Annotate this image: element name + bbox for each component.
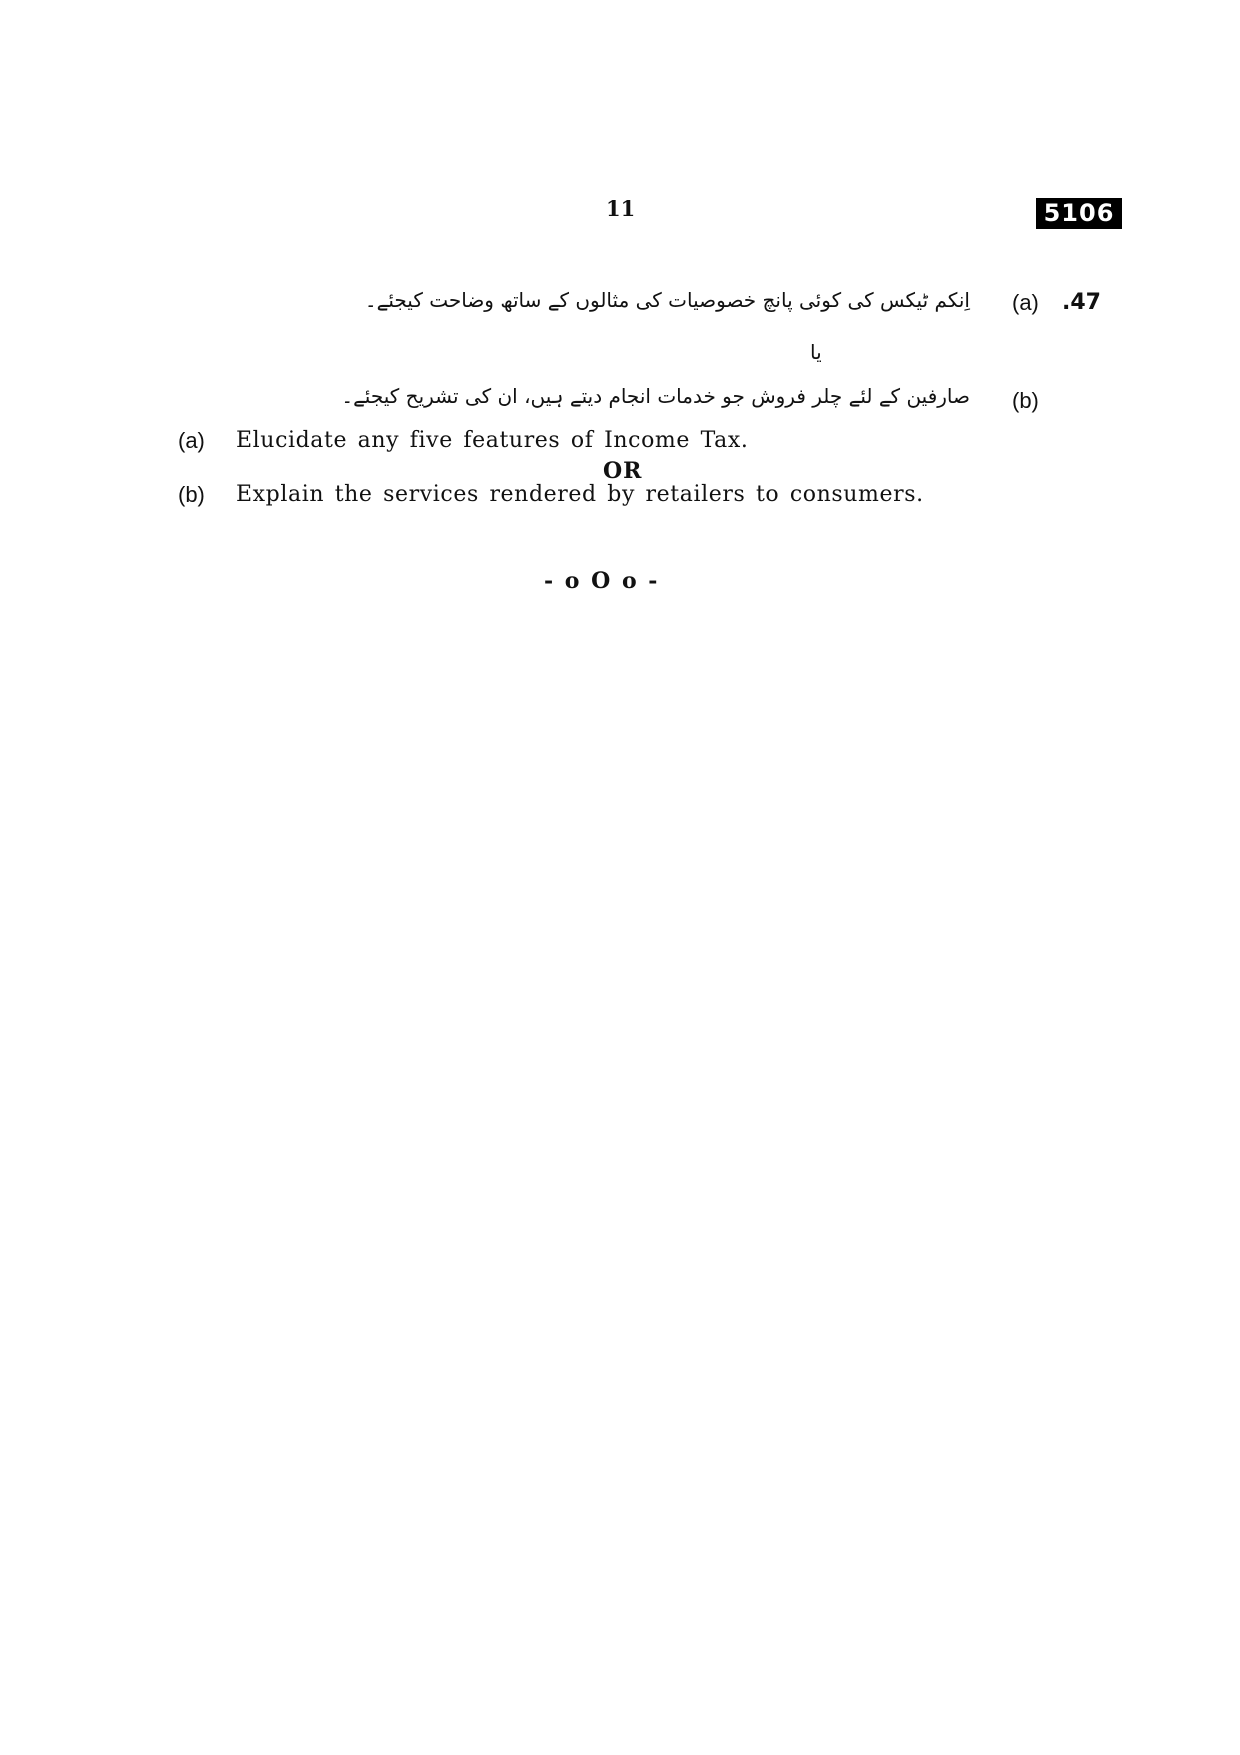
urdu-part-b-text: صارفین کے لئے چلر فروش جو خدمات انجام دیتے ہیں، ان کی تشریح کیجئے۔ [341,384,970,408]
english-part-b-text: Explain the services rendered by retailers to consumers. [236,482,924,507]
english-part-b-label: (b) [178,482,205,507]
english-part-a-label: (a) [178,428,205,453]
urdu-part-a-label: (a) [1012,290,1039,315]
paper-code-badge: 5106 [1036,198,1122,229]
question-number: .47 [1062,290,1101,315]
english-part-a-text: Elucidate any five features of Income Tax. [236,428,749,453]
end-of-paper-mark: - o O o - [544,568,660,594]
english-or-separator: OR [603,458,643,484]
urdu-part-a-text: اِنکم ٹیکس کی کوئی پانچ خصوصیات کی مثالوں کے ساتھ وضاحت کیجئے۔ [364,288,970,312]
urdu-part-b-label: (b) [1012,388,1039,413]
urdu-or-separator: یا [810,340,822,364]
page-number: 11 [606,196,636,221]
